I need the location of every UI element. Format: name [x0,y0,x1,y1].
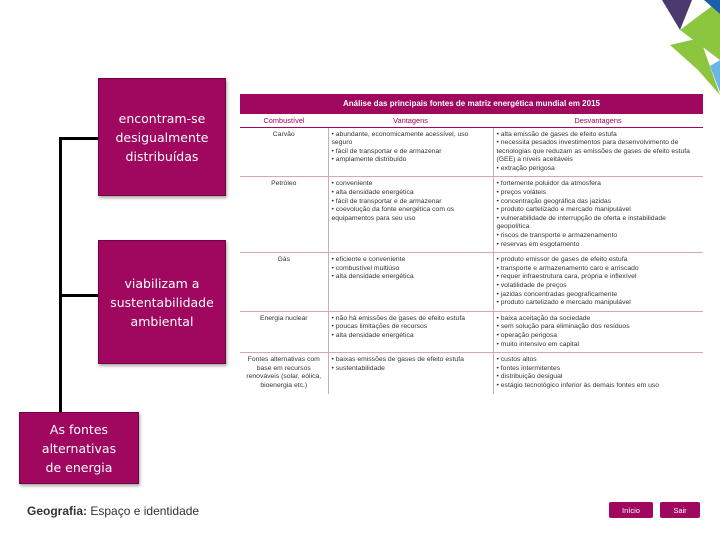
disadvantages-list [497,315,701,349]
advantages-list [332,180,490,223]
concept-box-alternative-sources [19,412,139,484]
advantages-item: • amplamente distribuído [332,156,490,165]
box-line: de energia [45,459,113,475]
cell-source: Gás [240,253,328,312]
cell-disadvantages [493,253,703,312]
disadvantages-item: • vulnerabilidade de interrupção de oferta e instabilidade geopolítica [497,215,701,232]
disadvantages-item: • produto cartelizado e mercado manipulável [497,206,701,215]
cell-disadvantages [493,311,703,352]
advantages-item: • alta densidade energética [332,189,490,198]
box-line: desigualmente [115,129,209,145]
advantages-item: • eficiente e conveniente [332,256,490,265]
disadvantages-item: • sem solução para eliminação dos resíduos [497,323,701,332]
advantages-item: • alta densidade energética [332,332,490,341]
table-row [240,177,703,253]
disadvantages-list [497,356,701,390]
disadvantages-list [497,256,701,308]
home-button[interactable]: Início [609,502,653,518]
box-line: alternativas [41,440,117,456]
connector-vertical [59,137,62,413]
advantages-list [332,131,490,165]
disadvantages-item: • jazidas concentradas geograficamente [497,291,701,300]
advantages-item: • alta densidade energética [332,273,490,282]
connector-middle [59,294,99,297]
disadvantages-item: • necessita pesados investimentos para desenvolvimento de tecnologias que reduzam as emissões de gases de efeito estufa (GEE) a níveis aceitáveis [497,139,701,165]
cell-disadvantages [493,177,703,253]
disadvantages-item: • produto emissor de gases de efeito estufa [497,256,701,265]
box-line: sustentabilidade [110,294,214,310]
table-row [240,353,703,394]
cell-source: Fontes alternativas com base em recursos renováveis (solar, eólica, bioenergia etc.) [240,353,328,394]
disadvantages-item: • baixa aceitação da sociedade [497,315,701,324]
connector-top [59,137,99,140]
advantages-item: • fácil de transportar e de armazenar [332,198,490,207]
disadvantages-item: • custos altos [497,356,701,365]
advantages-item: • combustível multiúso [332,265,490,274]
energy-table [240,114,703,394]
disadvantages-item: • reservas em esgotamento [497,241,701,250]
advantages-item: • fácil de transportar e de armazenar [332,148,490,157]
cell-advantages [328,353,493,394]
advantages-list [332,356,490,373]
box-line: encontram-se [118,110,206,126]
concept-box-sustainability [98,240,226,364]
cell-disadvantages [493,127,703,177]
exit-button[interactable]: Sair [660,502,700,518]
cell-advantages [328,253,493,312]
table-row [240,253,703,312]
disadvantages-item: • estágio tecnológico inferior às demais fontes em uso [497,382,701,391]
corner-decoration [640,0,720,100]
cell-advantages [328,127,493,177]
header-advantages: Vantagens [328,114,493,127]
footer-book-title: Espaço e identidade [90,504,200,518]
advantages-item: • baixas emissões de gases de efeito estufa [332,356,490,365]
disadvantages-item: • distribuição desigual [497,373,701,382]
box-line: As fontes [49,421,109,437]
box-line: ambiental [130,313,194,329]
advantages-item: • conveniente [332,180,490,189]
disadvantages-item: • produto cartelizado e mercado manipulável [497,299,701,308]
box-line: distribuídas [125,148,199,164]
disadvantages-list [497,180,701,249]
disadvantages-item: • extração perigosa [497,165,701,174]
footer-book-label [27,504,199,518]
disadvantages-item: • riscos de transporte e armazenamento [497,232,701,241]
advantages-item: • poucas limitações de recursos [332,323,490,332]
disadvantages-item: • concentração geográfica das jazidas [497,198,701,207]
cell-source: Energia nuclear [240,311,328,352]
advantages-item: • sustentabilidade [332,365,490,374]
disadvantages-item: • alta emissão de gases de efeito estufa [497,131,701,140]
disadvantages-list [497,131,701,174]
footer-subject: Geografia: [27,504,88,518]
energy-sources-table [240,94,703,394]
advantages-item: • coevolução da fonte energética com os equipamentos para seu uso [332,206,490,223]
cell-advantages [328,177,493,253]
cell-disadvantages [493,353,703,394]
cell-advantages [328,311,493,352]
table-title: Análise das principais fontes de matriz energética mundial em 2015 [240,94,703,114]
advantages-list [332,315,490,341]
advantages-item: • abundante, economicamente acessível, uso seguro [332,131,490,148]
disadvantages-item: • transporte e armazenamento caro e arriscado [497,265,701,274]
concept-box-distribution [98,78,226,196]
disadvantages-item: • muito intensivo em capital [497,341,701,350]
cell-source: Petróleo [240,177,328,253]
table-body [240,127,703,394]
table-row [240,127,703,177]
disadvantages-item: • fortemente poluidor da atmosfera [497,180,701,189]
header-source: Combustível [240,114,328,127]
advantages-item: • não há emissões de gases de efeito estufa [332,315,490,324]
disadvantages-item: • volatilidade de preços [497,282,701,291]
box-line: viabilizam a [124,275,200,291]
disadvantages-item: • operação perigosa [497,332,701,341]
disadvantages-item: • fontes intermitentes [497,365,701,374]
header-disadvantages: Desvantagens [493,114,703,127]
cell-source: Carvão [240,127,328,177]
table-row [240,311,703,352]
disadvantages-item: • requer infraestrutura cara, própria e inflexível [497,273,701,282]
table-header-row [240,114,703,127]
advantages-list [332,256,490,282]
disadvantages-item: • preços voláteis [497,189,701,198]
